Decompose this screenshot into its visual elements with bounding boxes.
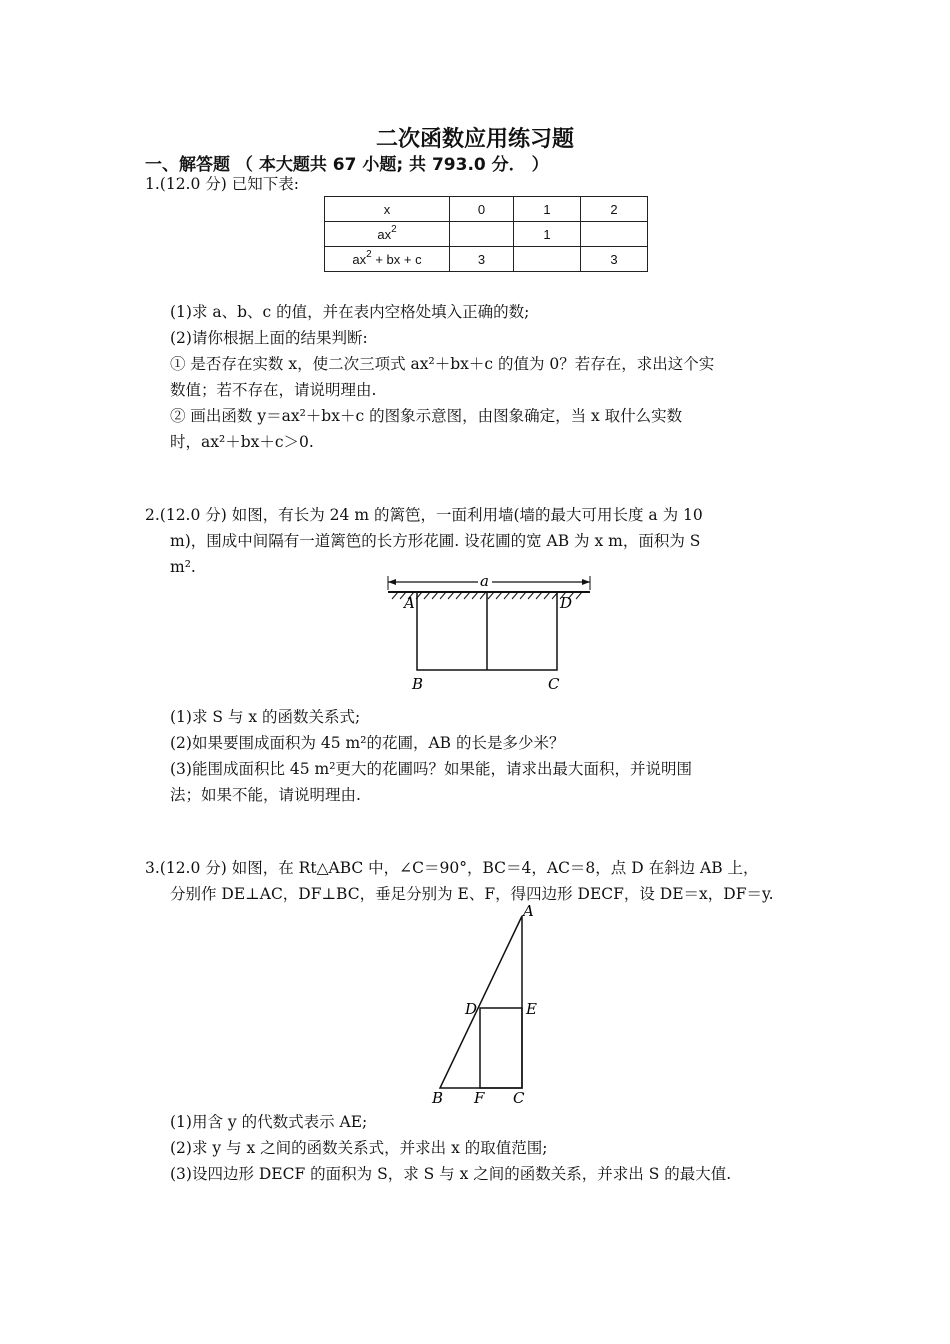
table-cell: x (325, 197, 450, 222)
garden-figure (380, 572, 610, 697)
q2-part: (3)能围成面积比 45 m²更大的花圃吗？如果能，请求出最大面积，并说明围 (170, 760, 692, 778)
q3-line: 3.(12.0 分) 如图，在 Rt△ABC 中，∠C＝90°，BC＝4，AC＝8，点 D 在斜边 AB 上， (145, 859, 759, 877)
label-D: D (465, 1000, 478, 1018)
table-cell: 3 (450, 247, 514, 272)
table-row (325, 197, 648, 222)
label-A: A (404, 594, 415, 612)
table-cell: 1 (514, 197, 581, 222)
table-cell (581, 222, 648, 247)
label-E: E (526, 1000, 537, 1018)
table-cell: 2 (581, 197, 648, 222)
triangle-abc (440, 916, 522, 1088)
q3-part: (2)求 y 与 x 之间的函数关系式，并求出 x 的取值范围; (170, 1139, 548, 1157)
arrow-right (582, 579, 590, 585)
q1-line: ① 是否存在实数 x，使二次三项式 ax²＋bx＋c 的值为 0？若存在，求出这个实 (170, 355, 715, 373)
q2-part: (2)如果要围成面积为 45 m²的花圃，AB 的长是多少米？ (170, 734, 565, 752)
ax2-text: $ax^2$ (377, 223, 397, 242)
label-A: A (523, 902, 534, 920)
q3-line: 分别作 DE⊥AC，DF⊥BC，垂足分别为 E、F，得四边形 DECF，设 DE＝x，DF＝y. (170, 885, 774, 903)
page-title: 二次函数应用练习题 (375, 127, 574, 152)
label-F: F (474, 1089, 485, 1107)
label-a: a (480, 572, 489, 590)
label-B: B (412, 675, 424, 693)
q1-line: (1)求 a、b、c 的值，并在表内空格处填入正确的数; (170, 303, 530, 321)
table-cell (514, 247, 581, 272)
q1-line: 数值；若不存在，请说明理由. (170, 381, 377, 399)
triangle-figure (425, 902, 555, 1107)
table-cell (450, 222, 514, 247)
table-cell-ax2 (325, 222, 450, 247)
rectangle-decf (480, 1008, 522, 1088)
q3-part: (3)设四边形 DECF 的面积为 S，求 S 与 x 之间的函数关系，并求出 S 的最大值. (170, 1165, 732, 1183)
q1-line: (2)请你根据上面的结果判断: (170, 329, 368, 347)
q1-line: 时，ax²＋bx＋c＞0. (170, 433, 314, 451)
table-cell-quadratic (325, 247, 450, 272)
q2-line: 2.(12.0 分) 如图，有长为 24 m 的篱笆，一面利用墙(墙的最大可用长度 a 为 10 (145, 506, 703, 524)
table-cell: 1 (514, 222, 581, 247)
label-C: C (548, 675, 560, 693)
value-table (324, 196, 648, 272)
table-cell: 3 (581, 247, 648, 272)
table-cell: 0 (450, 197, 514, 222)
quadratic-text: $ax^2$ + bx + c (352, 248, 422, 267)
q1-line: ② 画出函数 y＝ax²＋bx＋c 的图象示意图，由图象确定，当 x 取什么实数 (170, 407, 683, 425)
label-B: B (432, 1089, 444, 1107)
section-heading: 一、解答题 （ 本大题共 67 小题; 共 793.0 分． ） (145, 155, 549, 175)
q2-line: m². (170, 558, 196, 576)
table-row (325, 247, 648, 272)
q1-header: 1.(12.0 分) 已知下表: (145, 175, 299, 193)
q2-part: 法；如果不能，请说明理由. (170, 786, 361, 804)
label-C: C (513, 1089, 525, 1107)
table-row (325, 222, 648, 247)
q3-part: (1)用含 y 的代数式表示 AE; (170, 1113, 368, 1131)
arrow-left (388, 579, 396, 585)
label-D: D (560, 594, 573, 612)
q2-part: (1)求 S 与 x 的函数关系式; (170, 708, 361, 726)
q2-line: m)，围成中间隔有一道篱笆的长方形花圃. 设花圃的宽 AB 为 x m，面积为 S (170, 532, 701, 550)
